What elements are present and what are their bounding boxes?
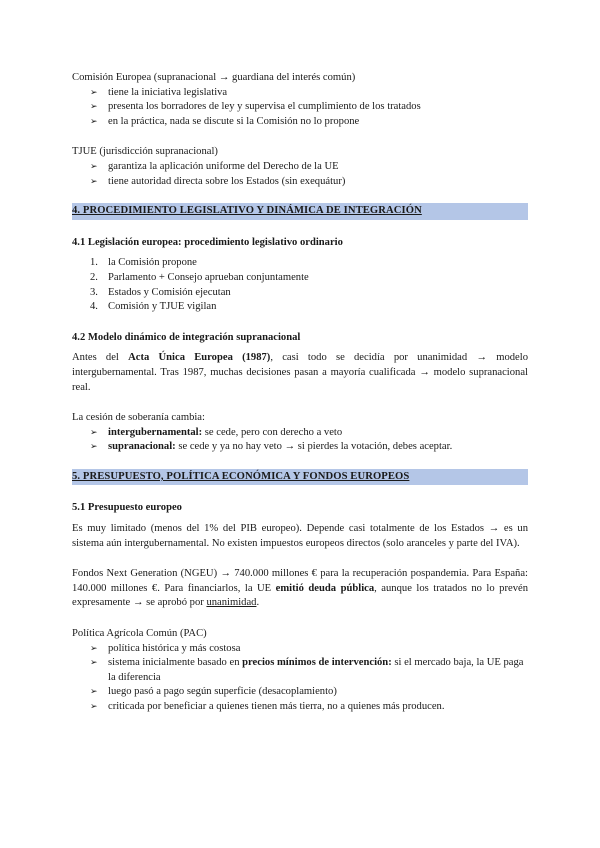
list-item: 4. Comisión y TJUE vigilan <box>90 301 217 313</box>
section-4-2-heading: 4.2 Modelo dinámico de integración supranacional <box>72 331 301 343</box>
arrow-bullet-icon: ➢ <box>90 161 98 172</box>
section-5-heading: 5. PRESUPUESTO, POLÍTICA ECONÓMICA Y FONDOS EUROPEOS <box>72 469 528 486</box>
arrow-bullet-icon: ➢ <box>90 442 98 453</box>
cesion-list <box>72 426 528 455</box>
pac-intro: Política Agrícola Común (PAC) <box>72 628 207 640</box>
tjue-intro: TJUE (jurisdicción supranacional) <box>72 146 218 158</box>
comision-intro: Comisión Europea (supranacional → guardiana del interés común) <box>72 72 356 83</box>
list-item: ➢ supranacional: se cede y ya no hay veto → si pierdes la votación, debes aceptar. <box>72 440 528 455</box>
arrow-bullet-icon: ➢ <box>90 102 98 113</box>
comision-list <box>72 86 528 130</box>
arrow-bullet-icon: ➢ <box>90 658 98 669</box>
ngeu-paragraph: Fondos Next Generation (NGEU) → 740.000 millones € para la recuperación pospandemia. Para España: 140.000 millones €. Para financiarlos, la UE emitió deuda pública, aunque los tratados no lo prevén expresamente → se aprobó por unanimidad. <box>72 568 528 609</box>
section-5-1-heading: 5.1 Presupuesto europeo <box>72 502 182 514</box>
list-item: ➢ criticada por beneficiar a quienes tienen más tierra, no a quienes más producen. <box>72 700 528 715</box>
list-item: ➢ garantiza la aplicación uniforme del Derecho de la UE <box>72 160 528 175</box>
list-item: ➢ intergubernamental: se cede, pero con derecho a veto <box>72 426 528 441</box>
cesion-intro: La cesión de soberanía cambia: <box>72 412 205 424</box>
list-item: ➢ en la práctica, nada se discute si la Comisión no lo propone <box>72 115 528 130</box>
list-item: 2. Parlamento + Consejo aprueban conjuntamente <box>90 271 309 283</box>
arrow-bullet-icon: ➢ <box>90 702 98 712</box>
budget-paragraph: Es muy limitado (menos del 1% del PIB europeo). Depende casi totalmente de los Estados → es un sistema aún intergubernamental. No existen impuestos europeos directos (solo aranceles y parte del IVA). <box>72 523 528 549</box>
arrow-bullet-icon: ➢ <box>90 643 98 654</box>
arrow-bullet-icon: ➢ <box>90 116 98 127</box>
list-item: 1. la Comisión propone <box>90 257 197 269</box>
pac-list <box>72 642 528 715</box>
document-page <box>72 71 528 715</box>
procedure-list <box>72 256 528 314</box>
section-4-heading: 4. PROCEDIMIENTO LEGISLATIVO Y DINÁMICA DE INTEGRACIÓN <box>72 203 528 220</box>
arrow-bullet-icon: ➢ <box>90 687 98 698</box>
section-4-1-heading: 4.1 Legislación europea: procedimiento legislativo ordinario <box>72 236 343 248</box>
arrow-bullet-icon: ➢ <box>90 176 98 187</box>
list-item: ➢ luego pasó a pago según superficie (desacoplamiento) <box>72 685 528 700</box>
arrow-bullet-icon: ➢ <box>90 87 98 98</box>
list-item: ➢ sistema inicialmente basado en precios mínimos de intervención: si el mercado baja, la UE paga la diferencia <box>90 657 524 683</box>
list-item: ➢ tiene la iniciativa legislativa <box>72 86 528 101</box>
arrow-bullet-icon: ➢ <box>90 427 98 438</box>
list-item: ➢ presenta los borradores de ley y supervisa el cumplimiento de los tratados <box>72 100 528 115</box>
list-item: 3. Estados y Comisión ejecutan <box>90 286 231 298</box>
list-item: ➢ política histórica y más costosa <box>72 642 528 657</box>
acta-unica-paragraph: Antes del Acta Única Europea (1987), casi todo se decidía por unanimidad → modelo intergubernamental. Tras 1987, muchas decisiones pasan a mayoría cualificada → modelo supranacional real. <box>72 352 528 393</box>
list-item: ➢ tiene autoridad directa sobre los Estados (sin exequátur) <box>72 175 528 190</box>
tjue-list <box>72 160 528 189</box>
